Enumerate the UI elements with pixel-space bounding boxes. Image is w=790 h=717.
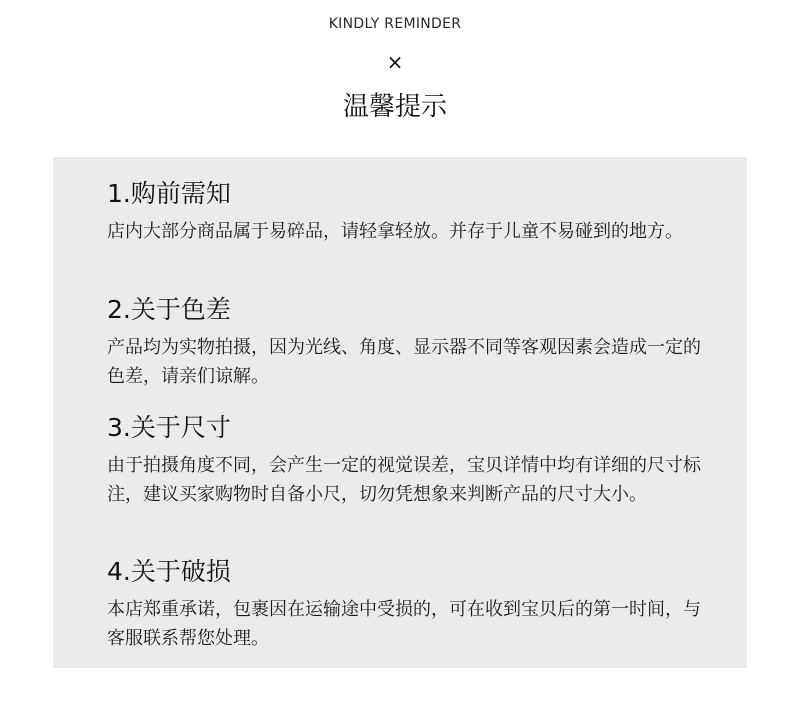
- section-body: 由于拍摄角度不同，会产生一定的视觉误差，宝贝详情中均有详细的尺寸标注，建议买家购物时自备小尺，切勿凭想象来判断产品的尺寸大小。: [107, 455, 701, 505]
- notice-section-size: [107, 413, 717, 509]
- section-title: 2.关于色差: [107, 295, 231, 324]
- notice-section-before-purchase: [107, 179, 717, 246]
- close-icon: ×: [386, 50, 404, 74]
- section-title: 4.关于破损: [107, 557, 231, 586]
- notice-panel: [53, 157, 747, 668]
- section-body: 店内大部分商品属于易碎品，请轻拿轻放。并存于儿童不易碰到的地方。: [107, 221, 683, 242]
- section-body: 本店郑重承诺，包裹因在运输途中受损的，可在收到宝贝后的第一时间，与客服联系帮您处理。: [107, 599, 701, 649]
- reminder-title: 温馨提示: [342, 92, 447, 122]
- notice-section-color-difference: [107, 295, 717, 391]
- notice-section-damage: [107, 557, 717, 653]
- reminder-subtitle-en: KINDLY REMINDER: [328, 16, 462, 32]
- section-title: 3.关于尺寸: [107, 413, 231, 442]
- section-body: 产品均为实物拍摄，因为光线、角度、显示器不同等客观因素会造成一定的色差，请亲们谅解。: [107, 337, 701, 387]
- section-title: 1.购前需知: [107, 179, 231, 208]
